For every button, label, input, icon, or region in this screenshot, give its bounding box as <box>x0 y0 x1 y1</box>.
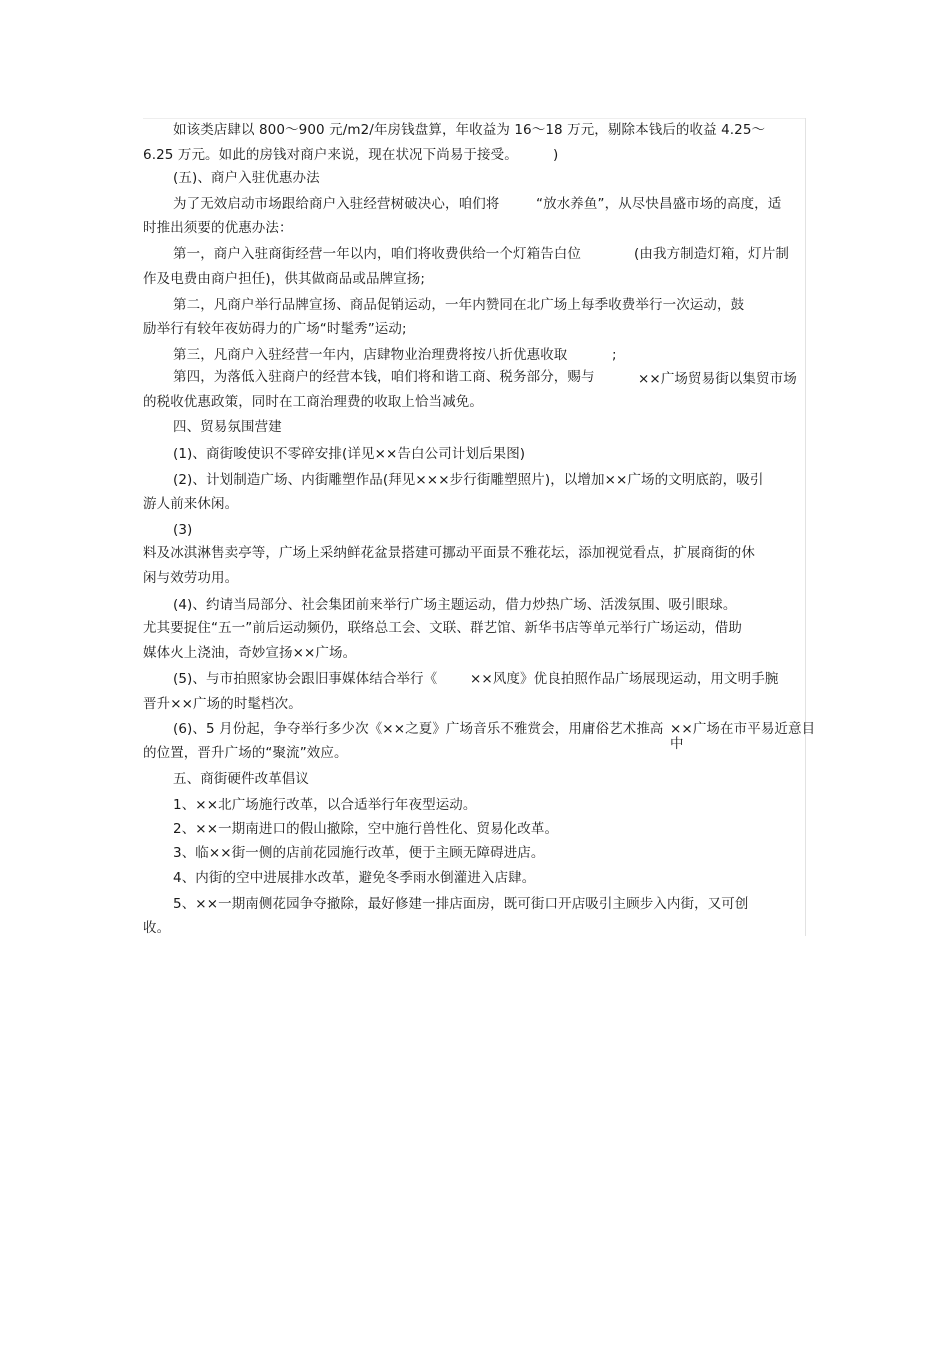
paragraph-first-line-1b: (由我方制造灯箱，灯片制 <box>634 246 789 262</box>
list-item-sculpture-line-2: 游人前来休闲。 <box>143 496 239 512</box>
recommendation-item-4: 4、内街的空中进展排水改革，避免冬季雨水倒灌进入店肆。 <box>173 870 536 886</box>
paragraph-fourth-line-1b: ××广场贸易街以集贸市场 <box>638 371 797 387</box>
paragraph-rent-line-2: 6.25 万元。如此的房钱对商户来说，现在状况下尚易于接受。 <box>143 147 518 163</box>
recommendation-item-5-line-2: 收。 <box>143 920 171 936</box>
section-heading-hardware: 五、商街硬件改革倡议 <box>173 771 309 787</box>
list-item-photo-line-2: 晋升××广场的时髦档次。 <box>143 696 302 712</box>
list-item-events-line-1: (4)、约请当局部分、社会集团前来举行广场主题运动，借力炒热广场、活泼氛围、吸引眼球。 <box>173 597 737 613</box>
recommendation-item-2: 2、××一期南进口的假山撤除，空中施行兽性化、贸易化改革。 <box>173 821 559 837</box>
paragraph-third-line-1: 第三，凡商户入驻经营一年内，店肆物业治理费将按八折优惠收取 <box>173 347 568 363</box>
paragraph-rent-line-2-paren: ) <box>553 147 559 163</box>
paragraph-intro-line-1: 为了无效启动市场跟给商户入驻经营树破决心，咱们将 <box>173 196 500 212</box>
list-item-kiosk-number: (3) <box>173 522 193 538</box>
list-item-concert-overflow: 中 <box>670 736 684 752</box>
paragraph-first-line-2: 作及电费由商户担任)，供其做商品或品牌宣扬; <box>143 271 426 287</box>
paragraph-rent-line-1: 如该类店肆以 800～900 元/m2/年房钱盘算，年收益为 16～18 万元，剔除本钱后的收益 4.25～ <box>173 122 766 138</box>
recommendation-item-5-line-1: 5、××一期南侧花园争夺撤除，最好修建一排店面房，既可街口开店吸引主顾步入内街，又可创 <box>173 896 749 912</box>
page-border-right <box>805 118 806 936</box>
list-item-sculpture-line-1: (2)、计划制造广场、内街雕塑作品(拜见×××步行街雕塑照片)，以增加××广场的文明底韵，吸引 <box>173 472 764 488</box>
list-item-kiosk-line-2: 料及冰淇淋售卖亭等，广场上采纳鲜花盆景搭建可挪动平面景不雅花坛，添加视觉看点，扩展商街的休 <box>143 545 755 561</box>
list-item-photo-line-1b: ××风度》优良拍照作品广场展现运动，用文明手腕 <box>470 671 779 687</box>
section-heading-atmosphere: 四、贸易氛围营建 <box>173 419 282 435</box>
paragraph-first-line-1: 第一，商户入驻商街经营一年以内，咱们将收费供给一个灯箱告白位 <box>173 246 581 262</box>
list-item-concert-line-1b: ××广场在市平易近意目 <box>670 721 816 737</box>
page-border-top <box>143 118 806 119</box>
list-item-signage: (1)、商街唆使识不零碎安排(详见××告白公司计划后果图) <box>173 446 526 462</box>
list-item-photo-line-1: (5)、与市拍照家协会跟旧事媒体结合举行《 <box>173 671 438 687</box>
recommendation-item-3: 3、临××街一侧的店前花园施行改革，便于主顾无障碍进店。 <box>173 845 545 861</box>
paragraph-third-semicolon: ; <box>612 347 617 363</box>
paragraph-intro-line-1b: “放水养鱼”，从尽快昌盛市场的高度，适 <box>536 196 782 212</box>
list-item-kiosk-line-3: 闲与效劳功用。 <box>143 570 239 586</box>
paragraph-intro-line-2: 时推出须要的优惠办法： <box>143 220 293 236</box>
list-item-concert-line-2: 的位置，晋升广场的“聚流”效应。 <box>143 745 348 761</box>
list-item-events-line-2: 尤其要捉住“五一”前后运动频仍，联络总工会、文联、群艺馆、新华书店等单元举行广场运动，借助 <box>143 620 742 636</box>
paragraph-fourth-line-2: 的税收优惠政策，同时在工商治理费的收取上恰当减免。 <box>143 394 483 410</box>
paragraph-second-line-2: 励举行有较年夜妨碍力的广场“时髦秀”运动; <box>143 321 407 337</box>
paragraph-fourth-line-1: 第四，为落低入驻商户的经营本钱，咱们将和谐工商、税务部分，赐与 <box>173 369 595 385</box>
list-item-concert-line-1: (6)、5 月份起，争夺举行多少次《××之夏》广场音乐不雅赏会，用庸俗艺术推高 <box>173 721 664 737</box>
list-item-events-line-3: 媒体火上浇油，奇妙宣扬××广场。 <box>143 645 357 661</box>
section-heading-preferential: (五)、商户入驻优惠办法 <box>173 170 320 186</box>
recommendation-item-1: 1、××北广场施行改革，以合适举行年夜型运动。 <box>173 797 477 813</box>
paragraph-second-line-1: 第二，凡商户举行品牌宣扬、商品促销运动，一年内赞同在北广场上每季收费举行一次运动，鼓 <box>173 297 745 313</box>
